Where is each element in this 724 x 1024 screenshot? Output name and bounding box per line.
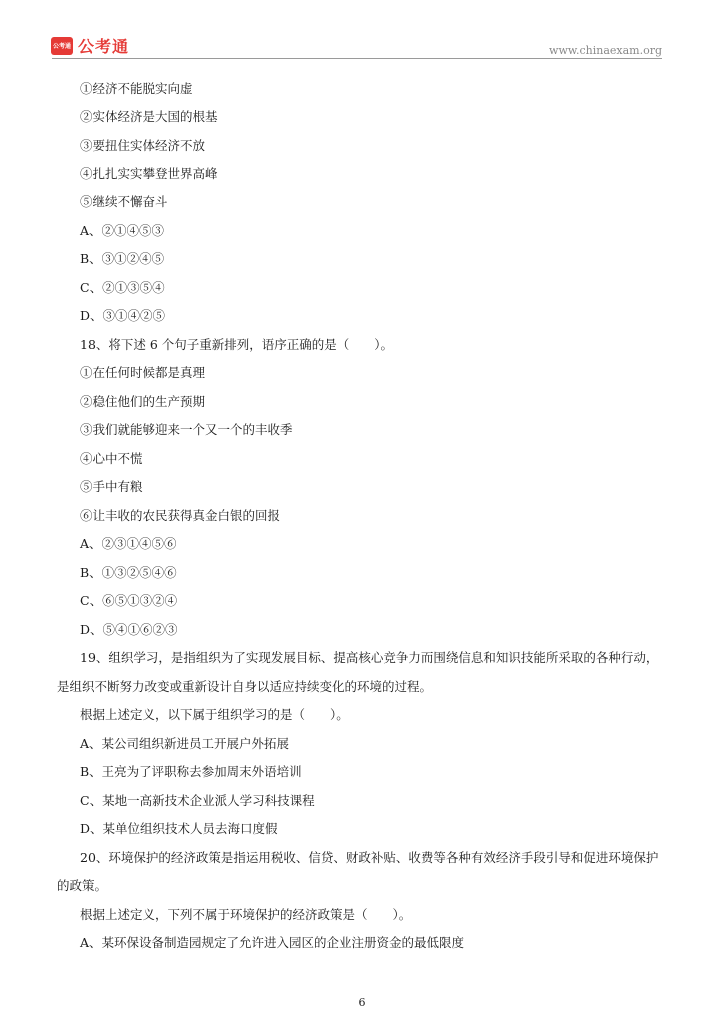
- question-line: 18、将下述 6 个句子重新排列，语序正确的是（ ）。: [80, 337, 394, 352]
- text-line: ③要扭住实体经济不放: [80, 138, 206, 153]
- option-line: D、⑤④①⑥②③: [80, 622, 178, 637]
- option-line: A、②③①④⑤⑥: [80, 536, 177, 551]
- page-header: [0, 0, 724, 62]
- question-line: 19、组织学习，是指组织为了实现发展目标、提高核心竞争力而围绕信息和知识技能所采取的各种行动，: [80, 650, 659, 665]
- option-line: B、王亮为了评职称去参加周末外语培训: [80, 764, 302, 779]
- option-line: B、①③②⑤④⑥: [80, 565, 177, 580]
- question-line-continued: 的政策。: [57, 878, 108, 893]
- text-line: 根据上述定义，以下属于组织学习的是（ ）。: [80, 707, 349, 722]
- text-line: ④扎扎实实攀登世界高峰: [80, 166, 218, 181]
- logo[interactable]: [51, 34, 129, 57]
- option-line: A、某环保设备制造园规定了允许进入园区的企业注册资金的最低限度: [80, 935, 465, 950]
- option-line: A、②①④⑤③: [80, 223, 165, 238]
- text-line: 根据上述定义，下列不属于环境保护的经济政策是（ ）。: [80, 907, 412, 922]
- text-line: ④心中不慌: [80, 451, 143, 466]
- option-line: D、某单位组织技术人员去海口度假: [80, 821, 278, 836]
- option-line: C、某地一高新技术企业派人学习科技课程: [80, 793, 315, 808]
- text-line: ⑤手中有粮: [80, 479, 143, 494]
- header-divider: [52, 58, 662, 59]
- option-line: B、③①②④⑤: [80, 251, 165, 266]
- option-line: C、②①③⑤④: [80, 280, 165, 295]
- question-line: 20、环境保护的经济政策是指运用税收、信贷、财政补贴、收费等各种有效经济手段引导和促进环境保护: [80, 850, 659, 865]
- text-line: ②实体经济是大国的根基: [80, 109, 218, 124]
- logo-text: 公考通: [78, 37, 130, 56]
- text-line: ②稳住他们的生产预期: [80, 394, 206, 409]
- option-line: C、⑥⑤①③②④: [80, 593, 178, 608]
- text-line: ⑤继续不懈奋斗: [80, 194, 168, 209]
- question-line-continued: 是组织不断努力改变或重新设计自身以适应持续变化的环境的过程。: [57, 679, 433, 694]
- option-line: D、③①④②⑤: [80, 308, 166, 323]
- option-line: A、某公司组织新进员工开展户外拓展: [80, 736, 290, 751]
- text-line: ③我们就能够迎来一个又一个的丰收季: [80, 422, 293, 437]
- text-line: ⑥让丰收的农民获得真金白银的回报: [80, 508, 281, 523]
- text-line: ①在任何时候都是真理: [80, 365, 206, 380]
- logo-badge-icon: 公考通: [51, 37, 73, 55]
- page-number: 6: [358, 996, 366, 1009]
- text-line: ①经济不能脱实向虚: [80, 81, 193, 96]
- site-url: www.chinaexam.org: [549, 44, 662, 57]
